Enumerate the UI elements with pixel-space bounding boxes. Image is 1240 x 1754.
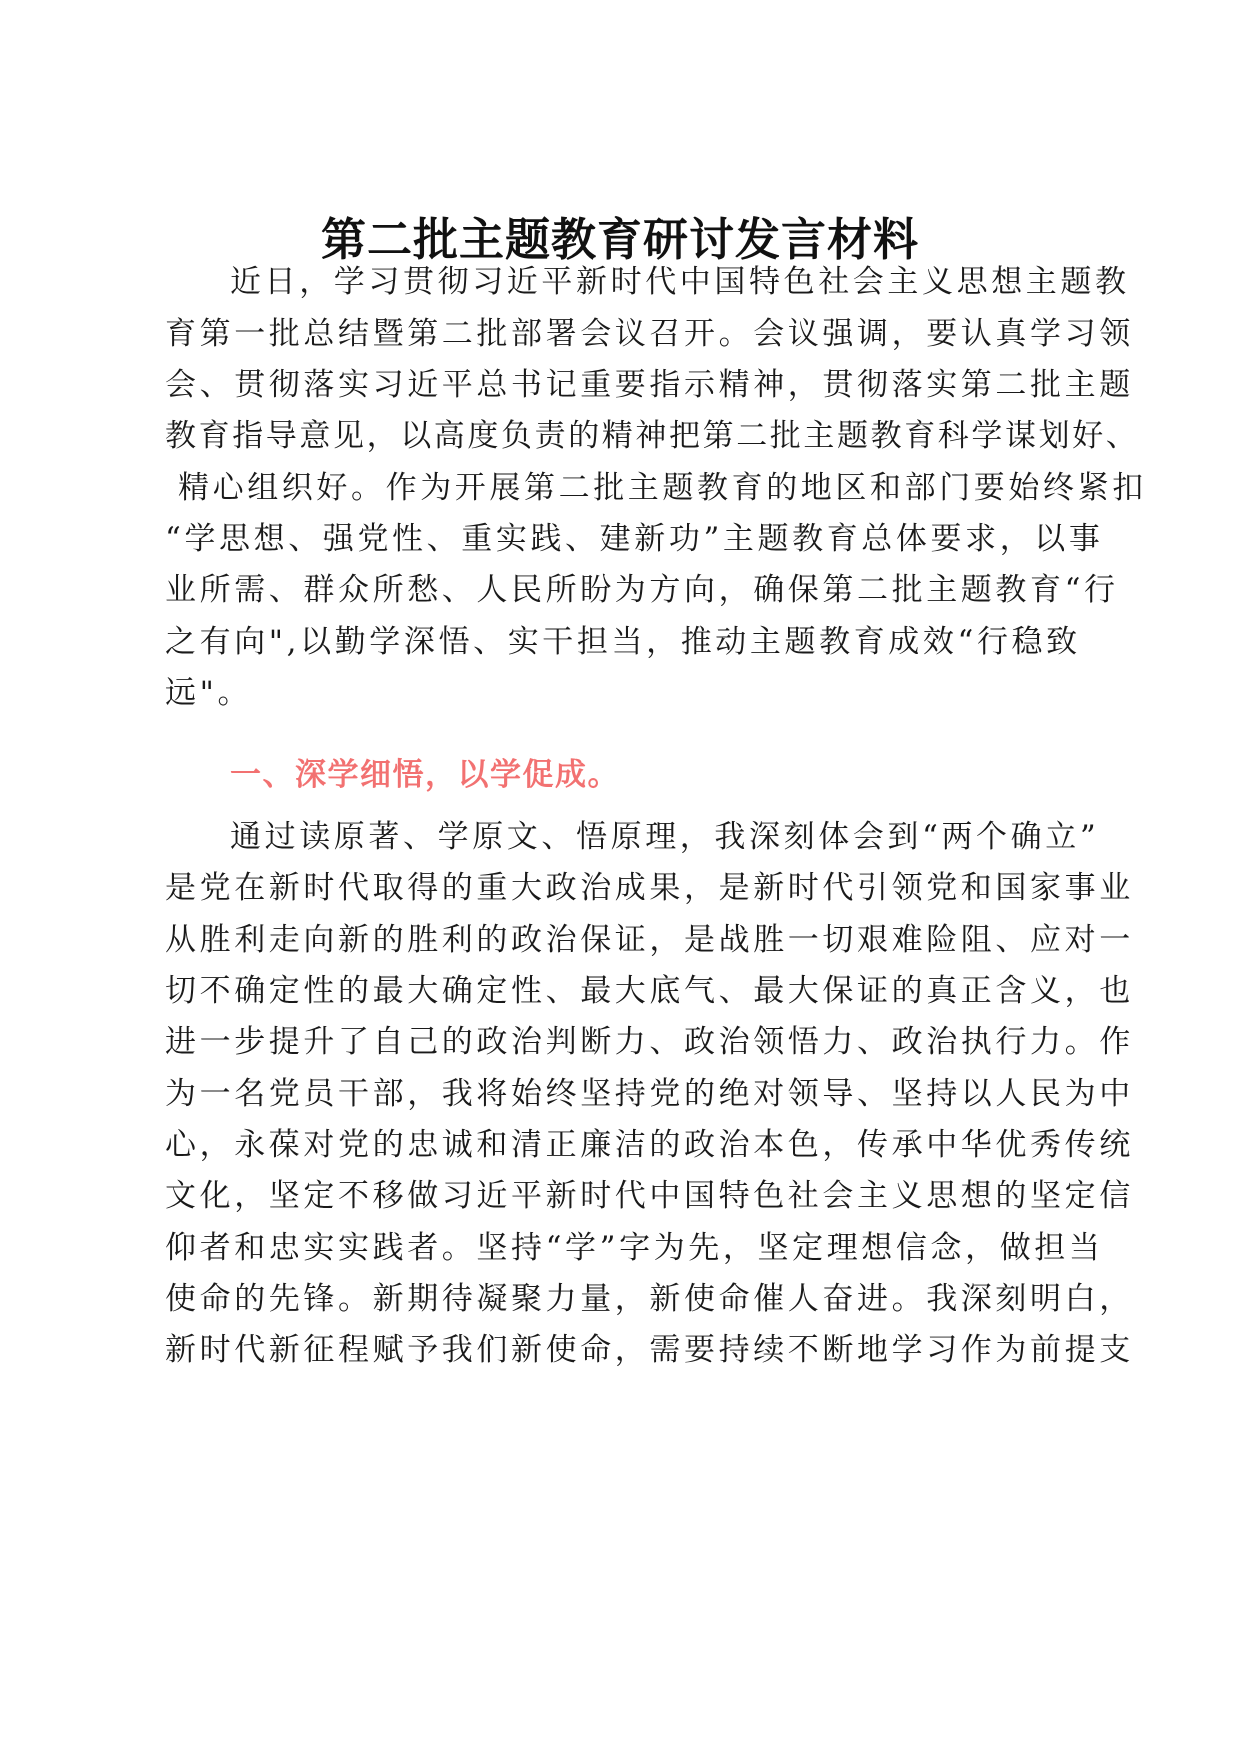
intro-line: 之有向",以勤学深悟、实干担当，推动主题教育成效“行稳致	[165, 624, 1081, 660]
body-line: 通过读原著、学原文、悟原理，我深刻体会到“两个确立”	[230, 819, 1100, 855]
body-line: 为一名党员干部，我将始终坚持党的绝对领导、坚持以人民为中	[165, 1076, 1134, 1112]
body-line: 仰者和忠实实践者。坚持“学”字为先，坚定理想信念，做担当	[165, 1230, 1104, 1266]
body-line: 文化，坚定不移做习近平新时代中国特色社会主义思想的坚定信	[165, 1178, 1134, 1214]
intro-line: 远"。	[165, 675, 253, 711]
body-line: 心，永葆对党的忠诚和清正廉洁的政治本色，传承中华优秀传统	[165, 1127, 1134, 1163]
body-line: 是党在新时代取得的重大政治成果，是新时代引领党和国家事业	[165, 870, 1134, 906]
intro-line: “学思想、强党性、重实践、建新功”主题教育总体要求，以事	[165, 521, 1104, 557]
intro-line: 精心组织好。作为开展第二批主题教育的地区和部门要始终紧扣	[178, 470, 1147, 506]
body-line: 进一步提升了自己的政治判断力、政治领悟力、政治执行力。作	[165, 1024, 1134, 1060]
intro-line: 教育指导意见，以高度负责的精神把第二批主题教育科学谋划好、	[165, 418, 1140, 454]
intro-line: 会、贯彻落实习近平总书记重要指示精神，贯彻落实第二批主题	[165, 367, 1134, 403]
body-line: 切不确定性的最大确定性、最大底气、最大保证的真正含义，也	[165, 973, 1134, 1009]
document-title: 第二批主题教育研讨发言材料	[320, 213, 919, 266]
body-line: 使命的先锋。新期待凝聚力量，新使命催人奋进。我深刻明白，	[165, 1281, 1134, 1317]
intro-line: 近日，学习贯彻习近平新时代中国特色社会主义思想主题教	[230, 264, 1130, 300]
section-heading: 一、深学细悟，以学促成。	[230, 757, 620, 793]
body-line: 新时代新征程赋予我们新使命，需要持续不断地学习作为前提支	[165, 1332, 1134, 1368]
intro-line: 业所需、群众所愁、人民所盼为方向，确保第二批主题教育“行	[165, 572, 1119, 608]
intro-line: 育第一批总结暨第二批部署会议召开。会议强调，要认真学习领	[165, 316, 1134, 352]
body-line: 从胜利走向新的胜利的政治保证，是战胜一切艰难险阻、应对一	[165, 922, 1134, 958]
